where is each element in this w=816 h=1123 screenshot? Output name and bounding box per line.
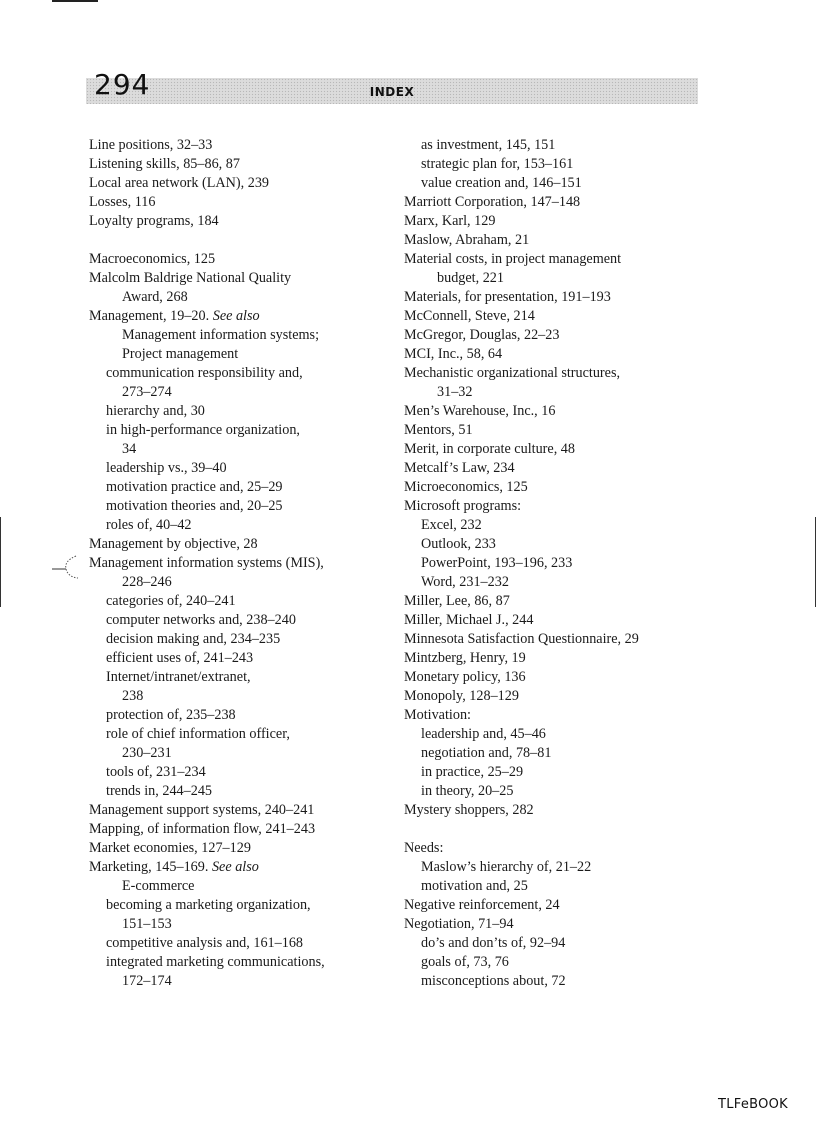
- index-entry: Marx, Karl, 129: [404, 213, 496, 229]
- index-entry-line: 238: [122, 688, 144, 704]
- index-entry: Men’s Warehouse, Inc., 16: [404, 403, 556, 419]
- index-entry: Line positions, 32–33: [89, 137, 213, 153]
- top-crop-rule: [52, 0, 98, 2]
- index-subentry: Excel, 232: [421, 517, 482, 533]
- index-entry: Materials, for presentation, 191–193: [404, 289, 611, 305]
- index-entry: Minnesota Satisfaction Questionnaire, 29: [404, 631, 639, 647]
- index-entry-line: Malcolm Baldrige National Quality: [89, 270, 292, 286]
- index-entry-line: becoming a marketing organization,: [106, 897, 311, 913]
- index-entry-line: communication responsibility and,: [106, 365, 303, 381]
- index-entry-line: in high-performance organization,: [106, 422, 300, 438]
- index-subentry: in theory, 20–25: [421, 783, 514, 799]
- index-subentry: motivation and, 25: [421, 878, 528, 894]
- index-entry: Merit, in corporate culture, 48: [404, 441, 575, 457]
- index-subentry: leadership vs., 39–40: [106, 460, 227, 476]
- index-entry: Microsoft programs:: [404, 498, 522, 514]
- index-column-left: [89, 136, 399, 991]
- index-entry: [404, 250, 704, 288]
- index-subentry: goals of, 73, 76: [421, 954, 509, 970]
- index-entry: Mystery shoppers, 282: [404, 802, 534, 818]
- index-subentry: [89, 421, 399, 459]
- index-subentry: [89, 364, 399, 402]
- index-entry-line: Internet/intranet/extranet,: [106, 669, 251, 685]
- index-entry: MCI, Inc., 58, 64: [404, 346, 503, 362]
- index-entry: Microeconomics, 125: [404, 479, 528, 495]
- index-entry-line: role of chief information officer,: [106, 726, 290, 742]
- index-subentry: strategic plan for, 153–161: [421, 156, 574, 172]
- index-subentry: hierarchy and, 30: [106, 403, 205, 419]
- index-subentry: motivation theories and, 20–25: [106, 498, 283, 514]
- index-subentry: categories of, 240–241: [106, 593, 236, 609]
- index-subentry: efficient uses of, 241–243: [106, 650, 254, 666]
- index-letter-gap: [89, 231, 399, 250]
- index-entry-text: Management, 19–20.: [89, 308, 213, 324]
- index-entry: Negotiation, 71–94: [404, 916, 514, 932]
- index-entry: Miller, Michael J., 244: [404, 612, 534, 628]
- index-entry: Mentors, 51: [404, 422, 473, 438]
- index-subentry: [89, 668, 399, 706]
- index-column-right: [404, 136, 704, 991]
- running-header-bar: [86, 78, 698, 104]
- page-number: 294: [94, 68, 151, 101]
- index-subentry: in practice, 25–29: [421, 764, 524, 780]
- index-entry-line: 228–246: [122, 574, 172, 590]
- scan-edge-mark-left: [0, 517, 1, 607]
- index-entry-line: 273–274: [122, 384, 172, 400]
- index-entry-text: Marketing, 145–169.: [89, 859, 212, 875]
- index-entry-line: Mechanistic organizational structures,: [404, 365, 621, 381]
- index-entry: [89, 554, 399, 592]
- index-subentry: negotiation and, 78–81: [421, 745, 552, 761]
- see-also-target: E-commerce: [122, 878, 195, 894]
- index-entry-line: integrated marketing communications,: [106, 954, 325, 970]
- index-subentry: [89, 953, 399, 991]
- footer-watermark: TLFeBOOK: [717, 1097, 788, 1112]
- index-entry: Local area network (LAN), 239: [89, 175, 270, 191]
- index-entry-line: 230–231: [122, 745, 172, 761]
- index-subentry: leadership and, 45–46: [421, 726, 546, 742]
- index-entry: Management by objective, 28: [89, 536, 258, 552]
- see-also-target: Project management: [122, 346, 239, 362]
- page-title: INDEX: [369, 85, 415, 99]
- index-entry-line: Management information systems (MIS),: [89, 555, 324, 571]
- index-subentry: do’s and don’ts of, 92–94: [421, 935, 566, 951]
- index-subentry: PowerPoint, 193–196, 233: [421, 555, 573, 571]
- index-subentry: [89, 896, 399, 934]
- index-subentry: Outlook, 233: [421, 536, 496, 552]
- index-entry: [404, 364, 704, 402]
- index-entry: McConnell, Steve, 214: [404, 308, 535, 324]
- index-entry: Listening skills, 85–86, 87: [89, 156, 240, 172]
- index-subentry: [89, 725, 399, 763]
- index-entry-line: 172–174: [122, 973, 172, 989]
- index-entry: McGregor, Douglas, 22–23: [404, 327, 560, 343]
- index-entry: Marriott Corporation, 147–148: [404, 194, 581, 210]
- index-entry-line: Material costs, in project management: [404, 251, 622, 267]
- index-entry-line: 31–32: [437, 384, 473, 400]
- index-subentry: competitive analysis and, 161–168: [106, 935, 304, 951]
- index-subentry: Maslow’s hierarchy of, 21–22: [421, 859, 592, 875]
- index-subentry: decision making and, 234–235: [106, 631, 281, 647]
- index-entry: Mapping, of information flow, 241–243: [89, 821, 316, 837]
- index-entry: Needs:: [404, 840, 444, 856]
- index-letter-gap: [404, 820, 704, 839]
- index-entry: Management support systems, 240–241: [89, 802, 315, 818]
- index-entry: Mintzberg, Henry, 19: [404, 650, 526, 666]
- index-entry: Motivation:: [404, 707, 471, 723]
- index-entry: Loyalty programs, 184: [89, 213, 219, 229]
- index-entry: [89, 307, 399, 326]
- handwritten-arrow-mark: [50, 551, 90, 581]
- index-entry: Monopoly, 128–129: [404, 688, 519, 704]
- index-entry-line: Award, 268: [122, 289, 188, 305]
- index-subentry: tools of, 231–234: [106, 764, 206, 780]
- index-entry-line: budget, 221: [437, 270, 504, 286]
- index-entry: Metcalf’s Law, 234: [404, 460, 515, 476]
- index-entry: Miller, Lee, 86, 87: [404, 593, 510, 609]
- index-subentry: misconceptions about, 72: [421, 973, 566, 989]
- index-subentry: as investment, 145, 151: [421, 137, 556, 153]
- index-entry: Market economies, 127–129: [89, 840, 251, 856]
- index-entry: Monetary policy, 136: [404, 669, 526, 685]
- see-also-label: See also: [212, 308, 260, 324]
- index-entry: [89, 269, 399, 307]
- index-entry: Maslow, Abraham, 21: [404, 232, 530, 248]
- index-subentry: trends in, 244–245: [106, 783, 213, 799]
- index-entry: Losses, 116: [89, 194, 156, 210]
- index-subentry: Word, 231–232: [421, 574, 509, 590]
- see-also-label: See also: [211, 859, 259, 875]
- index-entry: Negative reinforcement, 24: [404, 897, 560, 913]
- index-subentry: motivation practice and, 25–29: [106, 479, 283, 495]
- index-entry: Macroeconomics, 125: [89, 251, 216, 267]
- index-subentry: roles of, 40–42: [106, 517, 192, 533]
- index-subentry: computer networks and, 238–240: [106, 612, 296, 628]
- see-also-target: Management information systems;: [122, 327, 320, 343]
- index-subentry: value creation and, 146–151: [421, 175, 582, 191]
- index-entry-line: 151–153: [122, 916, 172, 932]
- index-entry: [89, 858, 399, 877]
- index-entry-line: 34: [122, 441, 137, 457]
- index-subentry: protection of, 235–238: [106, 707, 236, 723]
